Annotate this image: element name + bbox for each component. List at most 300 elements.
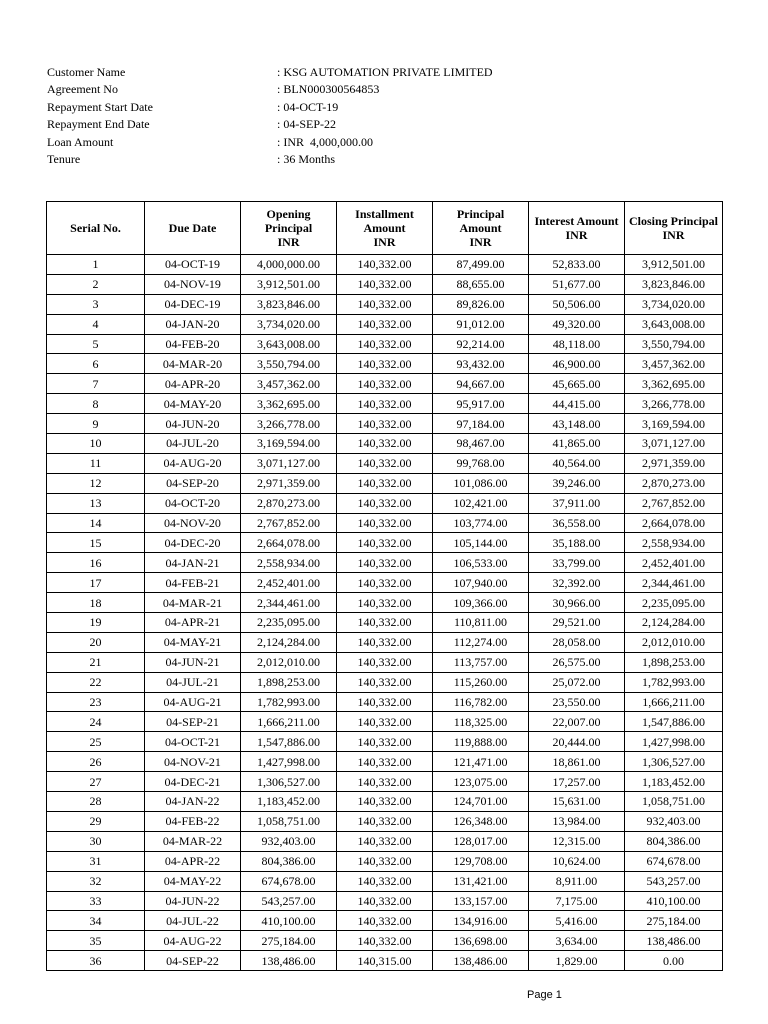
- header-line: Amount: [363, 221, 406, 235]
- due-date-cell: 04-JAN-22: [145, 792, 241, 812]
- header-line: INR: [565, 228, 588, 242]
- closing-principal-cell: 3,169,594.00: [625, 414, 723, 434]
- serial-no-cell: 1: [47, 255, 145, 275]
- installment-amount-cell: 140,332.00: [337, 434, 433, 454]
- opening-principal-cell: 3,362,695.00: [241, 394, 337, 414]
- due-date-cell: 04-JAN-21: [145, 553, 241, 573]
- due-date-cell: 04-AUG-20: [145, 453, 241, 473]
- principal-amount-cell: 126,348.00: [433, 811, 529, 831]
- opening-principal-cell: 3,912,501.00: [241, 274, 337, 294]
- interest-amount-cell: 30,966.00: [529, 593, 625, 613]
- installment-amount-cell: 140,332.00: [337, 752, 433, 772]
- principal-amount-cell: 103,774.00: [433, 513, 529, 533]
- closing-principal-cell: 2,124,284.00: [625, 613, 723, 633]
- due-date-cell: 04-NOV-19: [145, 274, 241, 294]
- due-date-cell: 04-FEB-22: [145, 811, 241, 831]
- closing-principal-cell: 2,767,852.00: [625, 493, 723, 513]
- principal-amount-cell: 121,471.00: [433, 752, 529, 772]
- closing-principal-cell: 1,666,211.00: [625, 692, 723, 712]
- interest-amount-cell: 40,564.00: [529, 453, 625, 473]
- closing-principal-cell: 3,266,778.00: [625, 394, 723, 414]
- interest-amount-cell: 37,911.00: [529, 493, 625, 513]
- due-date-cell: 04-NOV-21: [145, 752, 241, 772]
- interest-amount-cell: 12,315.00: [529, 831, 625, 851]
- due-date-cell: 04-NOV-20: [145, 513, 241, 533]
- principal-amount-cell: 106,533.00: [433, 553, 529, 573]
- header-line: INR: [277, 235, 300, 249]
- principal-amount-cell: 134,916.00: [433, 911, 529, 931]
- header-line: Amount: [459, 221, 502, 235]
- closing-principal-cell: 2,870,273.00: [625, 473, 723, 493]
- serial-no-cell: 8: [47, 394, 145, 414]
- header-line: Principal: [456, 207, 505, 221]
- closing-principal-cell: 1,782,993.00: [625, 672, 723, 692]
- closing-principal-cell: 1,058,751.00: [625, 792, 723, 812]
- serial-no-cell: 18: [47, 593, 145, 613]
- serial-no-cell: 28: [47, 792, 145, 812]
- installment-amount-cell: 140,332.00: [337, 513, 433, 533]
- tenure-label: Tenure: [47, 151, 81, 166]
- interest-amount-header: [529, 202, 625, 255]
- interest-amount-cell: 22,007.00: [529, 712, 625, 732]
- opening-principal-cell: 3,169,594.00: [241, 434, 337, 454]
- principal-amount-cell: 136,698.00: [433, 931, 529, 951]
- header-line: Interest Amount: [534, 214, 619, 228]
- principal-amount-cell: 95,917.00: [433, 394, 529, 414]
- serial-no-cell: 5: [47, 334, 145, 354]
- installment-amount-cell: 140,332.00: [337, 354, 433, 374]
- table-row: [47, 652, 723, 672]
- closing-principal-cell: 138,486.00: [625, 931, 723, 951]
- serial-no-cell: 23: [47, 692, 145, 712]
- repayment-end-label: Repayment End Date: [47, 117, 150, 132]
- opening-principal-cell: 1,898,253.00: [241, 672, 337, 692]
- installment-amount-header: [337, 202, 433, 255]
- closing-principal-cell: 1,898,253.00: [625, 652, 723, 672]
- closing-principal-cell: 1,183,452.00: [625, 772, 723, 792]
- serial-no-cell: 4: [47, 314, 145, 334]
- table-row: [47, 533, 723, 553]
- serial-no-cell: 3: [47, 294, 145, 314]
- interest-amount-cell: 28,058.00: [529, 632, 625, 652]
- table-row: [47, 274, 723, 294]
- opening-principal-cell: 1,306,527.00: [241, 772, 337, 792]
- table-row: [47, 473, 723, 493]
- opening-principal-cell: 2,558,934.00: [241, 553, 337, 573]
- due-date-cell: 04-APR-20: [145, 374, 241, 394]
- info-row-repayment-start: [47, 99, 547, 116]
- due-date-cell: 04-MAR-22: [145, 831, 241, 851]
- opening-principal-cell: 1,666,211.00: [241, 712, 337, 732]
- table-row: [47, 394, 723, 414]
- serial-no-cell: 29: [47, 811, 145, 831]
- table-header-row: [47, 202, 723, 255]
- table-row: [47, 573, 723, 593]
- interest-amount-cell: 48,118.00: [529, 334, 625, 354]
- interest-amount-cell: 36,558.00: [529, 513, 625, 533]
- serial-no-cell: 6: [47, 354, 145, 374]
- serial-no-cell: 19: [47, 613, 145, 633]
- table-row: [47, 851, 723, 871]
- opening-principal-cell: 3,266,778.00: [241, 414, 337, 434]
- interest-amount-cell: 3,634.00: [529, 931, 625, 951]
- principal-amount-cell: 87,499.00: [433, 255, 529, 275]
- due-date-cell: 04-DEC-19: [145, 294, 241, 314]
- repayment-start-value: : 04-OCT-19: [277, 99, 339, 114]
- serial-no-cell: 35: [47, 931, 145, 951]
- interest-amount-cell: 39,246.00: [529, 473, 625, 493]
- opening-principal-cell: 3,823,846.00: [241, 294, 337, 314]
- installment-amount-cell: 140,332.00: [337, 274, 433, 294]
- serial-no-cell: 9: [47, 414, 145, 434]
- agreement-no-value: : BLN000300564853: [277, 82, 380, 97]
- info-row-agreement-no: [47, 81, 547, 98]
- principal-amount-cell: 115,260.00: [433, 672, 529, 692]
- due-date-cell: 04-JUN-22: [145, 891, 241, 911]
- serial-no-cell: 10: [47, 434, 145, 454]
- installment-amount-cell: 140,332.00: [337, 573, 433, 593]
- opening-principal-cell: 1,427,998.00: [241, 752, 337, 772]
- interest-amount-cell: 1,829.00: [529, 951, 625, 971]
- principal-amount-cell: 138,486.00: [433, 951, 529, 971]
- table-row: [47, 453, 723, 473]
- table-row: [47, 593, 723, 613]
- installment-amount-cell: 140,332.00: [337, 811, 433, 831]
- installment-amount-cell: 140,332.00: [337, 294, 433, 314]
- interest-amount-cell: 32,392.00: [529, 573, 625, 593]
- principal-amount-header: [433, 202, 529, 255]
- closing-principal-cell: 3,912,501.00: [625, 255, 723, 275]
- due-date-cell: 04-MAR-21: [145, 593, 241, 613]
- serial-no-cell: 2: [47, 274, 145, 294]
- serial-no-cell: 36: [47, 951, 145, 971]
- table-row: [47, 732, 723, 752]
- opening-principal-cell: 674,678.00: [241, 871, 337, 891]
- closing-principal-header: [625, 202, 723, 255]
- serial-no-cell: 32: [47, 871, 145, 891]
- opening-principal-cell: 2,870,273.00: [241, 493, 337, 513]
- installment-amount-cell: 140,332.00: [337, 414, 433, 434]
- serial-no-cell: 30: [47, 831, 145, 851]
- interest-amount-cell: 13,984.00: [529, 811, 625, 831]
- closing-principal-cell: 2,558,934.00: [625, 533, 723, 553]
- table-row: [47, 951, 723, 971]
- serial-no-cell: 7: [47, 374, 145, 394]
- principal-amount-cell: 116,782.00: [433, 692, 529, 712]
- info-row-tenure: [47, 151, 547, 168]
- table-row: [47, 752, 723, 772]
- principal-amount-cell: 123,075.00: [433, 772, 529, 792]
- principal-amount-cell: 91,012.00: [433, 314, 529, 334]
- opening-principal-cell: 2,971,359.00: [241, 473, 337, 493]
- table-row: [47, 712, 723, 732]
- principal-amount-cell: 99,768.00: [433, 453, 529, 473]
- closing-principal-cell: 3,362,695.00: [625, 374, 723, 394]
- due-date-cell: 04-JUN-20: [145, 414, 241, 434]
- loan-amount-value: : INR 4,000,000.00: [277, 134, 373, 149]
- installment-amount-cell: 140,332.00: [337, 394, 433, 414]
- due-date-cell: 04-SEP-20: [145, 473, 241, 493]
- opening-principal-cell: 410,100.00: [241, 911, 337, 931]
- due-date-cell: 04-JUN-21: [145, 652, 241, 672]
- info-row-loan-amount: [47, 134, 547, 151]
- serial-no-cell: 14: [47, 513, 145, 533]
- table-row: [47, 374, 723, 394]
- table-body: [47, 255, 723, 971]
- header-line: Opening: [266, 207, 311, 221]
- table-row: [47, 831, 723, 851]
- due-date-cell: 04-MAR-20: [145, 354, 241, 374]
- closing-principal-cell: 410,100.00: [625, 891, 723, 911]
- table-row: [47, 772, 723, 792]
- customer-name-label: Customer Name: [47, 65, 126, 79]
- installment-amount-cell: 140,332.00: [337, 613, 433, 633]
- table-row: [47, 294, 723, 314]
- serial-no-cell: 26: [47, 752, 145, 772]
- installment-amount-cell: 140,332.00: [337, 374, 433, 394]
- installment-amount-cell: 140,332.00: [337, 632, 433, 652]
- installment-amount-cell: 140,332.00: [337, 851, 433, 871]
- table-row: [47, 811, 723, 831]
- interest-amount-cell: 15,631.00: [529, 792, 625, 812]
- closing-principal-cell: 932,403.00: [625, 811, 723, 831]
- closing-principal-cell: 3,823,846.00: [625, 274, 723, 294]
- due-date-cell: 04-MAY-22: [145, 871, 241, 891]
- serial-no-cell: 27: [47, 772, 145, 792]
- interest-amount-cell: 45,665.00: [529, 374, 625, 394]
- opening-principal-cell: 275,184.00: [241, 931, 337, 951]
- opening-principal-header: [241, 202, 337, 255]
- closing-principal-cell: 804,386.00: [625, 831, 723, 851]
- opening-principal-cell: 3,734,020.00: [241, 314, 337, 334]
- due-date-cell: 04-APR-21: [145, 613, 241, 633]
- serial-no-cell: 11: [47, 453, 145, 473]
- info-row-repayment-end: [47, 116, 547, 133]
- serial-no-cell: 13: [47, 493, 145, 513]
- opening-principal-cell: 932,403.00: [241, 831, 337, 851]
- principal-amount-cell: 93,432.00: [433, 354, 529, 374]
- table-row: [47, 354, 723, 374]
- interest-amount-cell: 17,257.00: [529, 772, 625, 792]
- table-row: [47, 493, 723, 513]
- opening-principal-cell: 138,486.00: [241, 951, 337, 971]
- interest-amount-cell: 20,444.00: [529, 732, 625, 752]
- header-line: Due Date: [168, 221, 217, 235]
- repayment-start-label: Repayment Start Date: [47, 99, 153, 114]
- installment-amount-cell: 140,332.00: [337, 891, 433, 911]
- principal-amount-cell: 89,826.00: [433, 294, 529, 314]
- serial-no-cell: 24: [47, 712, 145, 732]
- interest-amount-cell: 8,911.00: [529, 871, 625, 891]
- table-row: [47, 692, 723, 712]
- header-line: Principal: [264, 221, 313, 235]
- interest-amount-cell: 33,799.00: [529, 553, 625, 573]
- closing-principal-cell: 3,734,020.00: [625, 294, 723, 314]
- opening-principal-cell: 3,643,008.00: [241, 334, 337, 354]
- table-row: [47, 792, 723, 812]
- opening-principal-cell: 1,782,993.00: [241, 692, 337, 712]
- table-row: [47, 672, 723, 692]
- installment-amount-cell: 140,332.00: [337, 712, 433, 732]
- closing-principal-cell: 2,012,010.00: [625, 632, 723, 652]
- table-row: [47, 891, 723, 911]
- opening-principal-cell: 2,767,852.00: [241, 513, 337, 533]
- interest-amount-cell: 29,521.00: [529, 613, 625, 633]
- header-line: Closing Principal: [628, 214, 718, 228]
- table-row: [47, 314, 723, 334]
- table-row: [47, 513, 723, 533]
- principal-amount-cell: 129,708.00: [433, 851, 529, 871]
- due-date-cell: 04-OCT-21: [145, 732, 241, 752]
- info-row-customer-name: [47, 64, 547, 81]
- closing-principal-cell: 1,547,886.00: [625, 712, 723, 732]
- principal-amount-cell: 112,274.00: [433, 632, 529, 652]
- table-row: [47, 334, 723, 354]
- installment-amount-cell: 140,332.00: [337, 692, 433, 712]
- installment-amount-cell: 140,332.00: [337, 652, 433, 672]
- interest-amount-cell: 51,677.00: [529, 274, 625, 294]
- loan-info-block: [47, 64, 547, 168]
- due-date-cell: 04-SEP-22: [145, 951, 241, 971]
- interest-amount-cell: 7,175.00: [529, 891, 625, 911]
- due-date-cell: 04-APR-22: [145, 851, 241, 871]
- installment-amount-cell: 140,332.00: [337, 732, 433, 752]
- due-date-cell: 04-FEB-21: [145, 573, 241, 593]
- installment-amount-cell: 140,332.00: [337, 255, 433, 275]
- principal-amount-cell: 131,421.00: [433, 871, 529, 891]
- principal-amount-cell: 94,667.00: [433, 374, 529, 394]
- principal-amount-cell: 118,325.00: [433, 712, 529, 732]
- closing-principal-cell: 3,071,127.00: [625, 434, 723, 454]
- serial-no-cell: 21: [47, 652, 145, 672]
- installment-amount-cell: 140,332.00: [337, 871, 433, 891]
- opening-principal-cell: 1,183,452.00: [241, 792, 337, 812]
- table-row: [47, 255, 723, 275]
- interest-amount-cell: 23,550.00: [529, 692, 625, 712]
- opening-principal-cell: 3,457,362.00: [241, 374, 337, 394]
- principal-amount-cell: 98,467.00: [433, 434, 529, 454]
- principal-amount-cell: 92,214.00: [433, 334, 529, 354]
- installment-amount-cell: 140,332.00: [337, 533, 433, 553]
- customer-name-value: : KSG AUTOMATION PRIVATE LIMITED: [277, 65, 493, 79]
- serial-no-cell: 15: [47, 533, 145, 553]
- principal-amount-cell: 133,157.00: [433, 891, 529, 911]
- opening-principal-cell: 2,344,461.00: [241, 593, 337, 613]
- principal-amount-cell: 105,144.00: [433, 533, 529, 553]
- header-line: INR: [373, 235, 396, 249]
- principal-amount-cell: 119,888.00: [433, 732, 529, 752]
- header-line: Installment: [355, 207, 414, 221]
- interest-amount-cell: 44,415.00: [529, 394, 625, 414]
- installment-amount-cell: 140,315.00: [337, 951, 433, 971]
- closing-principal-cell: 674,678.00: [625, 851, 723, 871]
- due-date-cell: 04-OCT-20: [145, 493, 241, 513]
- repayment-end-value: : 04-SEP-22: [277, 117, 337, 132]
- header-line: INR: [662, 228, 685, 242]
- repayment-schedule-table: [46, 201, 723, 971]
- closing-principal-cell: 1,427,998.00: [625, 732, 723, 752]
- installment-amount-cell: 140,332.00: [337, 831, 433, 851]
- due-date-cell: 04-JUL-21: [145, 672, 241, 692]
- header-line: Serial No.: [70, 221, 121, 235]
- serial-no-cell: 31: [47, 851, 145, 871]
- principal-amount-cell: 109,366.00: [433, 593, 529, 613]
- due-date-cell: 04-MAY-21: [145, 632, 241, 652]
- installment-amount-cell: 140,332.00: [337, 911, 433, 931]
- closing-principal-cell: 3,643,008.00: [625, 314, 723, 334]
- due-date-cell: 04-DEC-21: [145, 772, 241, 792]
- table-row: [47, 434, 723, 454]
- due-date-cell: 04-FEB-20: [145, 334, 241, 354]
- serial-no-cell: 17: [47, 573, 145, 593]
- table-row: [47, 553, 723, 573]
- opening-principal-cell: 3,071,127.00: [241, 453, 337, 473]
- installment-amount-cell: 140,332.00: [337, 553, 433, 573]
- principal-amount-cell: 101,086.00: [433, 473, 529, 493]
- due-date-cell: 04-MAY-20: [145, 394, 241, 414]
- principal-amount-cell: 88,655.00: [433, 274, 529, 294]
- page-number: Page 1: [527, 989, 562, 1001]
- interest-amount-cell: 41,865.00: [529, 434, 625, 454]
- opening-principal-cell: 2,012,010.00: [241, 652, 337, 672]
- interest-amount-cell: 25,072.00: [529, 672, 625, 692]
- installment-amount-cell: 140,332.00: [337, 593, 433, 613]
- closing-principal-cell: 2,344,461.00: [625, 573, 723, 593]
- principal-amount-cell: 107,940.00: [433, 573, 529, 593]
- table-row: [47, 414, 723, 434]
- serial-no-header: [47, 202, 145, 255]
- opening-principal-cell: 2,124,284.00: [241, 632, 337, 652]
- loan-amount-label: Loan Amount: [47, 134, 114, 149]
- principal-amount-cell: 97,184.00: [433, 414, 529, 434]
- interest-amount-cell: 18,861.00: [529, 752, 625, 772]
- installment-amount-cell: 140,332.00: [337, 473, 433, 493]
- opening-principal-cell: 2,452,401.00: [241, 573, 337, 593]
- interest-amount-cell: 49,320.00: [529, 314, 625, 334]
- table-row: [47, 632, 723, 652]
- principal-amount-cell: 110,811.00: [433, 613, 529, 633]
- tenure-value: : 36 Months: [277, 151, 336, 166]
- closing-principal-cell: 2,452,401.00: [625, 553, 723, 573]
- opening-principal-cell: 2,664,078.00: [241, 533, 337, 553]
- installment-amount-cell: 140,332.00: [337, 772, 433, 792]
- principal-amount-cell: 113,757.00: [433, 652, 529, 672]
- opening-principal-cell: 804,386.00: [241, 851, 337, 871]
- closing-principal-cell: 1,306,527.00: [625, 752, 723, 772]
- due-date-cell: 04-SEP-21: [145, 712, 241, 732]
- opening-principal-cell: 4,000,000.00: [241, 255, 337, 275]
- installment-amount-cell: 140,332.00: [337, 334, 433, 354]
- principal-amount-cell: 124,701.00: [433, 792, 529, 812]
- table-row: [47, 613, 723, 633]
- installment-amount-cell: 140,332.00: [337, 493, 433, 513]
- interest-amount-cell: 43,148.00: [529, 414, 625, 434]
- due-date-header: [145, 202, 241, 255]
- principal-amount-cell: 128,017.00: [433, 831, 529, 851]
- interest-amount-cell: 46,900.00: [529, 354, 625, 374]
- serial-no-cell: 25: [47, 732, 145, 752]
- principal-amount-cell: 102,421.00: [433, 493, 529, 513]
- opening-principal-cell: 1,547,886.00: [241, 732, 337, 752]
- interest-amount-cell: 52,833.00: [529, 255, 625, 275]
- table-row: [47, 931, 723, 951]
- serial-no-cell: 12: [47, 473, 145, 493]
- table-row: [47, 871, 723, 891]
- interest-amount-cell: 50,506.00: [529, 294, 625, 314]
- opening-principal-cell: 1,058,751.00: [241, 811, 337, 831]
- serial-no-cell: 16: [47, 553, 145, 573]
- closing-principal-cell: 275,184.00: [625, 911, 723, 931]
